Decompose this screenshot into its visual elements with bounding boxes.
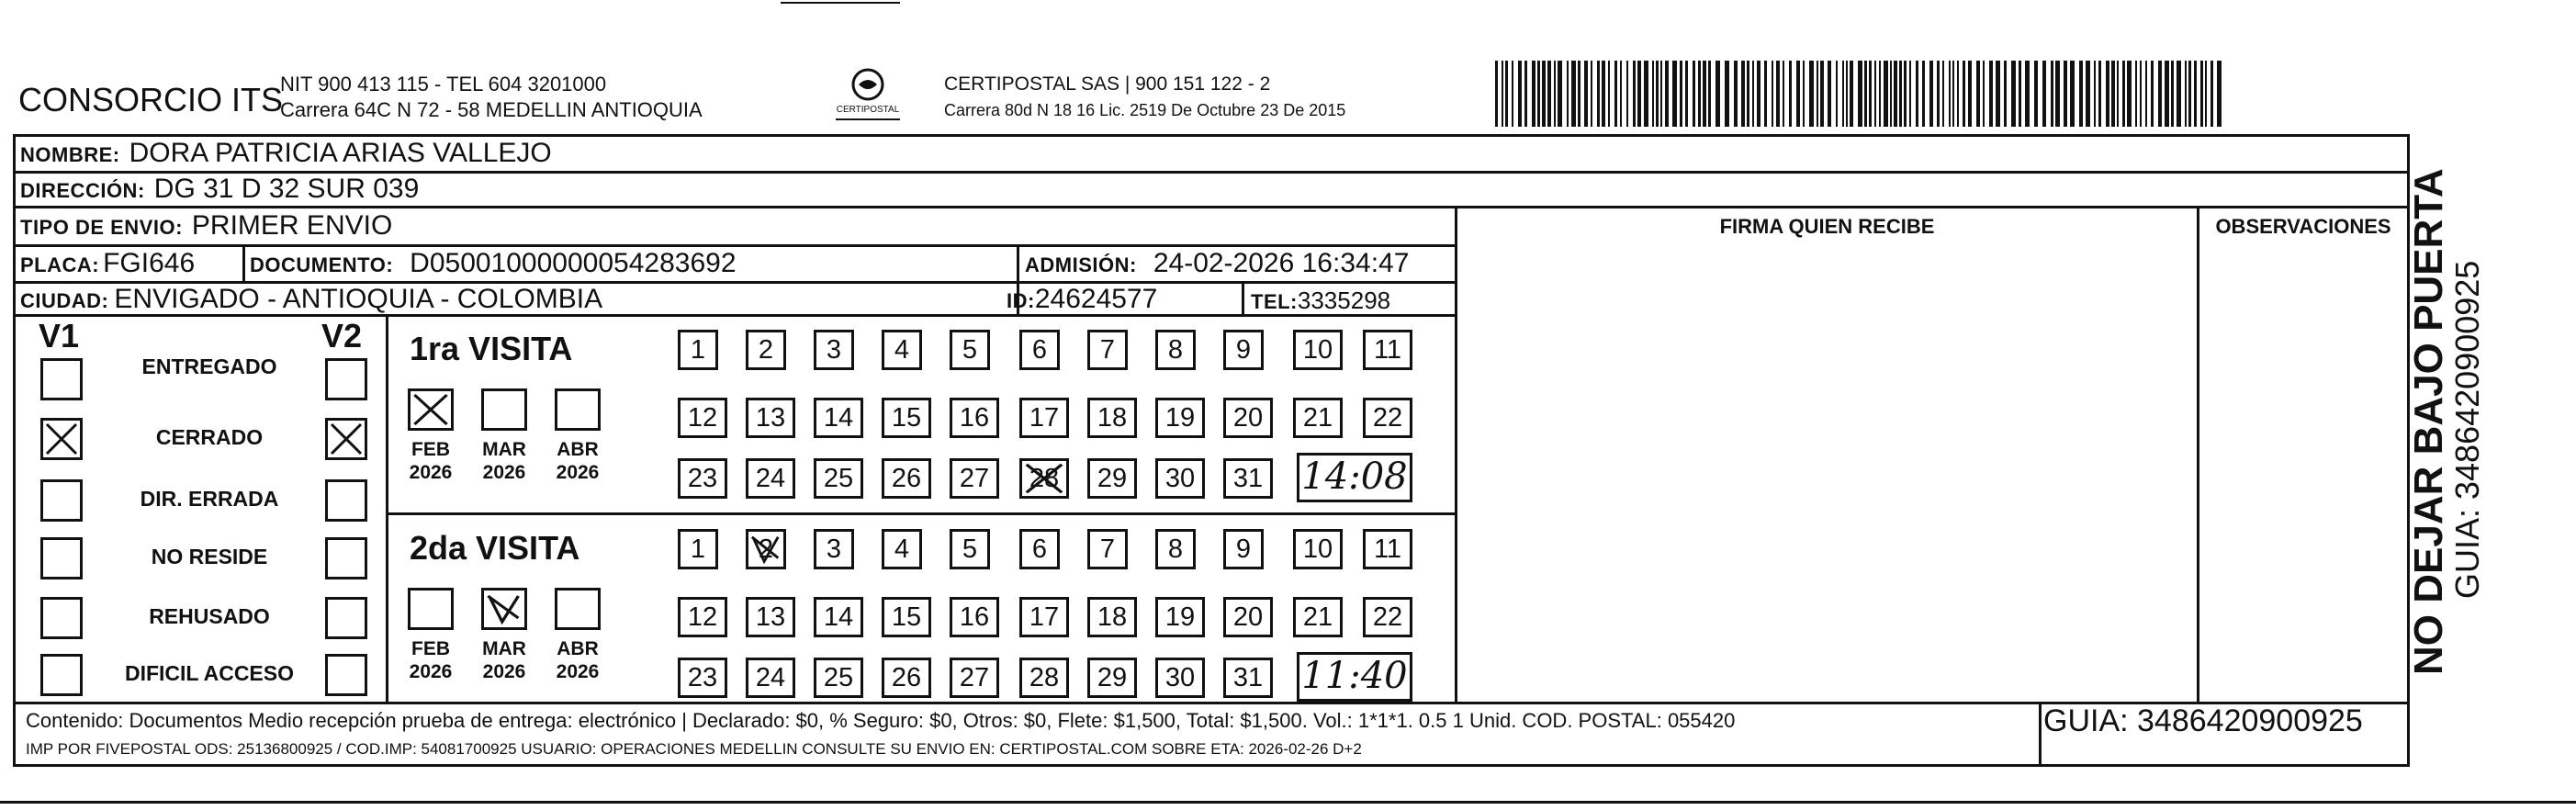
day-number: 29 — [1097, 464, 1128, 493]
day-number: 21 — [1302, 602, 1333, 632]
month-year: 2026 — [556, 661, 600, 682]
day-box[interactable] — [950, 398, 999, 438]
day-number: 20 — [1232, 602, 1264, 632]
day-box[interactable] — [746, 398, 795, 438]
status-label: CERRADO — [155, 425, 264, 449]
day-box[interactable] — [678, 529, 718, 569]
day-number: 24 — [755, 464, 786, 493]
day-box[interactable] — [1087, 398, 1137, 438]
day-number: 12 — [687, 403, 718, 433]
day-number: 16 — [959, 403, 990, 433]
tel-label: TEL: — [1251, 290, 1298, 313]
ciudad-field — [20, 284, 602, 315]
v1-header: V1 — [39, 317, 80, 354]
firma-header: FIRMA QUIEN RECIBE — [1719, 215, 1935, 238]
month-label — [472, 637, 536, 683]
month-year: 2026 — [482, 661, 526, 682]
day-box[interactable] — [1293, 398, 1343, 438]
day-number: 30 — [1164, 464, 1196, 493]
day-number: 15 — [891, 403, 922, 433]
day-box[interactable] — [678, 330, 718, 370]
day-box[interactable] — [1293, 597, 1343, 637]
day-number: 12 — [687, 602, 718, 632]
day-box[interactable] — [1363, 398, 1412, 438]
day-box[interactable] — [746, 529, 786, 569]
day-number: 15 — [891, 602, 922, 632]
visit-time: 14:08 — [1297, 453, 1412, 502]
month-name: ABR — [557, 439, 599, 460]
visit-time: 11:40 — [1297, 652, 1412, 702]
day-box[interactable] — [882, 658, 931, 698]
ciudad-value: ENVIGADO - ANTIOQUIA - COLOMBIA — [114, 284, 603, 314]
day-box[interactable] — [1019, 529, 1060, 569]
day-number: 11 — [1373, 534, 1402, 564]
day-number: 20 — [1232, 403, 1264, 433]
status-v2-checkbox[interactable] — [325, 479, 367, 522]
day-box[interactable] — [882, 458, 931, 499]
day-box[interactable] — [1087, 330, 1128, 370]
day-number: 25 — [823, 663, 854, 692]
id-label: ID: — [1007, 289, 1035, 312]
guia-number: GUIA: 3486420900925 — [2043, 703, 2363, 738]
day-box[interactable] — [950, 658, 999, 698]
day-number: 17 — [1029, 403, 1060, 433]
month-year: 2026 — [556, 462, 600, 483]
day-number: 28 — [1029, 663, 1060, 692]
ciudad-label: CIUDAD: — [20, 289, 109, 312]
day-box[interactable] — [814, 330, 854, 370]
nombre-value: DORA PATRICIA ARIAS VALLEJO — [129, 138, 552, 168]
day-number: 7 — [1099, 534, 1116, 564]
day-box[interactable] — [1293, 529, 1343, 569]
day-box[interactable] — [1293, 330, 1343, 370]
day-number: 31 — [1232, 464, 1264, 493]
day-box[interactable] — [1223, 398, 1273, 438]
day-box[interactable] — [1087, 529, 1128, 569]
v2-header: V2 — [321, 317, 363, 354]
documento-value: D05001000000054283692 — [410, 248, 737, 278]
month-checkbox[interactable] — [555, 588, 601, 630]
day-box[interactable] — [1019, 597, 1069, 637]
day-box[interactable] — [746, 658, 795, 698]
day-box[interactable] — [1223, 458, 1273, 499]
day-number: 8 — [1167, 534, 1184, 564]
day-box[interactable] — [678, 458, 727, 499]
status-label: NO RESIDE — [151, 545, 268, 568]
status-v2-checkbox[interactable] — [325, 418, 367, 460]
day-number: 18 — [1097, 602, 1128, 632]
side-notice: NO DEJAR BAJO PUERTA — [2406, 168, 2451, 675]
status-v1-checkbox[interactable] — [40, 654, 83, 696]
placa-label: PLACA: — [20, 253, 100, 276]
id-value: 24624577 — [1034, 284, 1158, 314]
id-field — [1007, 284, 1157, 315]
status-v2-checkbox[interactable] — [325, 358, 367, 400]
day-box[interactable] — [1019, 398, 1069, 438]
day-box[interactable] — [678, 597, 727, 637]
status-v1-checkbox[interactable] — [40, 479, 83, 522]
month-name: FEB — [411, 638, 450, 659]
admision-label: ADMISIÓN: — [1025, 253, 1137, 276]
month-checkbox[interactable] — [481, 388, 527, 431]
placa-field — [20, 248, 195, 279]
status-v1-checkbox[interactable] — [40, 537, 83, 579]
month-label — [546, 637, 610, 683]
day-number: 7 — [1099, 335, 1116, 365]
month-label — [399, 637, 463, 683]
month-checkbox[interactable] — [555, 388, 601, 431]
day-box[interactable] — [678, 398, 727, 438]
day-number: 5 — [962, 335, 978, 365]
day-box[interactable] — [1363, 597, 1412, 637]
barcode — [1495, 61, 2228, 127]
day-number: 24 — [755, 663, 786, 692]
day-box[interactable] — [1155, 658, 1205, 698]
day-number: 16 — [959, 602, 990, 632]
company-info — [280, 72, 703, 123]
day-number: 18 — [1097, 403, 1128, 433]
day-box[interactable] — [1363, 529, 1412, 569]
day-number: 1 — [690, 534, 706, 564]
day-box[interactable] — [950, 330, 990, 370]
status-label: DIR. ERRADA — [140, 487, 279, 511]
month-checkbox[interactable] — [481, 588, 527, 630]
day-number: 29 — [1097, 663, 1128, 692]
direccion-row — [20, 174, 419, 205]
status-v2-checkbox[interactable] — [325, 654, 367, 696]
footer-contents: Contenido: Documentos Medio recepción prueba de entrega: electrónico | Declarado: $0, % Seguro: $0, Otros: $0, Flete: $1,500, Total: $1,500. Vol.: 1*1*1. 0.5 1 Unid. COD. POSTAL: 055420 — [26, 709, 1736, 732]
company-nit: NIT 900 413 115 - TEL 604 3201000 — [280, 73, 607, 96]
day-box[interactable] — [882, 330, 922, 370]
carrier-license: Carrera 80d N 18 16 Lic. 2519 De Octubre 23 De 2015 — [944, 101, 1346, 119]
tipo-value: PRIMER ENVIO — [191, 210, 393, 241]
carrier-name: CERTIPOSTAL SAS | 900 151 122 - 2 — [944, 73, 1271, 95]
day-box[interactable] — [882, 529, 922, 569]
day-box[interactable] — [1087, 658, 1137, 698]
day-box[interactable] — [1223, 330, 1264, 370]
logo-text: CERTIPOSTAL — [836, 105, 900, 115]
month-year: 2026 — [482, 462, 526, 483]
day-number: 6 — [1031, 335, 1048, 365]
day-number: 31 — [1232, 663, 1264, 692]
day-box[interactable] — [1223, 529, 1264, 569]
direccion-label: DIRECCIÓN: — [20, 179, 145, 202]
day-number: 4 — [894, 534, 910, 564]
status-v1-checkbox[interactable] — [40, 597, 83, 639]
month-label — [399, 438, 463, 484]
side-guia: GUIA: 3486420900925 — [2448, 260, 2486, 599]
day-number: 22 — [1372, 403, 1403, 433]
day-number: 10 — [1302, 534, 1333, 564]
day-number: 19 — [1164, 602, 1196, 632]
month-year: 2026 — [409, 661, 453, 682]
month-checkbox[interactable] — [408, 588, 454, 630]
day-box[interactable] — [1223, 597, 1273, 637]
status-label: DIFICIL ACCESO — [124, 661, 294, 685]
day-number: 21 — [1302, 403, 1333, 433]
status-label: ENTREGADO — [141, 354, 277, 378]
day-box[interactable] — [1223, 658, 1273, 698]
day-number: 6 — [1031, 534, 1048, 564]
company-address: Carrera 64C N 72 - 58 MEDELLIN ANTIOQUIA — [280, 98, 703, 121]
day-box[interactable] — [1019, 458, 1069, 499]
day-number: 8 — [1167, 335, 1184, 365]
day-number: 1 — [690, 335, 706, 365]
tel-field — [1251, 287, 1390, 315]
status-v2-checkbox[interactable] — [325, 597, 367, 639]
day-number: 13 — [755, 602, 786, 632]
day-box[interactable] — [814, 398, 863, 438]
day-number: 25 — [823, 464, 854, 493]
day-box[interactable] — [814, 529, 854, 569]
day-number: 30 — [1164, 663, 1196, 692]
day-number: 26 — [891, 663, 922, 692]
day-number: 5 — [962, 534, 978, 564]
day-box[interactable] — [814, 458, 863, 499]
visit-title: 2da VISITA — [410, 529, 580, 567]
day-box[interactable] — [678, 658, 727, 698]
day-number: 23 — [687, 663, 718, 692]
day-number: 2 — [758, 335, 774, 365]
day-box[interactable] — [814, 658, 863, 698]
day-number: 3 — [826, 335, 842, 365]
day-number: 26 — [891, 464, 922, 493]
day-box[interactable] — [882, 597, 931, 637]
nombre-label: NOMBRE: — [20, 143, 120, 166]
documento-field — [250, 248, 737, 279]
month-name: MAR — [482, 439, 526, 460]
day-box[interactable] — [950, 458, 999, 499]
day-box[interactable] — [1155, 529, 1196, 569]
day-box[interactable] — [1155, 458, 1205, 499]
day-number: 13 — [755, 403, 786, 433]
nombre-row — [20, 138, 552, 169]
admision-value: 24-02-2026 16:34:47 — [1153, 248, 1410, 278]
day-box[interactable] — [1019, 330, 1060, 370]
day-number: 27 — [959, 663, 990, 692]
day-box[interactable] — [1155, 597, 1205, 637]
day-number: 27 — [959, 464, 990, 493]
day-box[interactable] — [1087, 458, 1137, 499]
month-label — [472, 438, 536, 484]
status-label: REHUSADO — [149, 604, 270, 628]
documento-label: DOCUMENTO: — [250, 253, 394, 276]
day-box[interactable] — [1155, 398, 1205, 438]
day-number: 9 — [1235, 534, 1252, 564]
tel-value: 3335298 — [1297, 287, 1391, 314]
day-number: 28 — [1029, 464, 1060, 493]
day-number: 17 — [1029, 602, 1060, 632]
day-box[interactable] — [1087, 597, 1137, 637]
month-name: ABR — [557, 638, 599, 659]
carrier-info — [944, 72, 1345, 123]
day-number: 9 — [1235, 335, 1252, 365]
status-v1-checkbox[interactable] — [40, 418, 83, 460]
visit-title: 1ra VISITA — [410, 330, 573, 367]
day-box[interactable] — [1019, 658, 1069, 698]
footer-print-info: IMP POR FIVEPOSTAL ODS: 25136800925 / COD.IMP: 54081700925 USUARIO: OPERACIONES MEDELLIN CONSULTE SU ENVIO EN: CERTIPOSTAL.COM SOBRE ETA: 2026-02-26 D+2 — [26, 740, 1362, 758]
day-number: 2 — [758, 534, 774, 564]
direccion-value: DG 31 D 32 SUR 039 — [153, 174, 420, 204]
day-box[interactable] — [1155, 330, 1196, 370]
tipo-row — [20, 210, 392, 242]
day-number: 10 — [1302, 335, 1333, 365]
month-name: MAR — [482, 638, 526, 659]
day-number: 22 — [1372, 602, 1403, 632]
day-box[interactable] — [1363, 330, 1412, 370]
month-label — [546, 438, 610, 484]
day-number: 11 — [1373, 335, 1402, 365]
month-year: 2026 — [409, 462, 453, 483]
day-number: 14 — [823, 403, 854, 433]
day-box[interactable] — [950, 597, 999, 637]
day-box[interactable] — [746, 330, 786, 370]
certipostal-logo — [827, 64, 909, 127]
day-box[interactable] — [746, 597, 795, 637]
admision-field — [1025, 248, 1409, 279]
day-box[interactable] — [950, 529, 990, 569]
day-number: 4 — [894, 335, 910, 365]
day-number: 19 — [1164, 403, 1196, 433]
status-v1-checkbox[interactable] — [40, 358, 83, 400]
day-number: 23 — [687, 464, 718, 493]
status-v2-checkbox[interactable] — [325, 537, 367, 579]
day-box[interactable] — [746, 458, 795, 499]
tipo-label: TIPO DE ENVIO: — [20, 216, 183, 239]
day-box[interactable] — [882, 398, 931, 438]
month-name: FEB — [411, 439, 450, 460]
day-box[interactable] — [814, 597, 863, 637]
month-checkbox[interactable] — [408, 388, 454, 431]
day-number: 14 — [823, 602, 854, 632]
observaciones-header: OBSERVACIONES — [2215, 215, 2391, 238]
placa-value: FGI646 — [103, 248, 196, 278]
company-name: CONSORCIO ITS — [18, 81, 284, 118]
day-number: 3 — [826, 534, 842, 564]
